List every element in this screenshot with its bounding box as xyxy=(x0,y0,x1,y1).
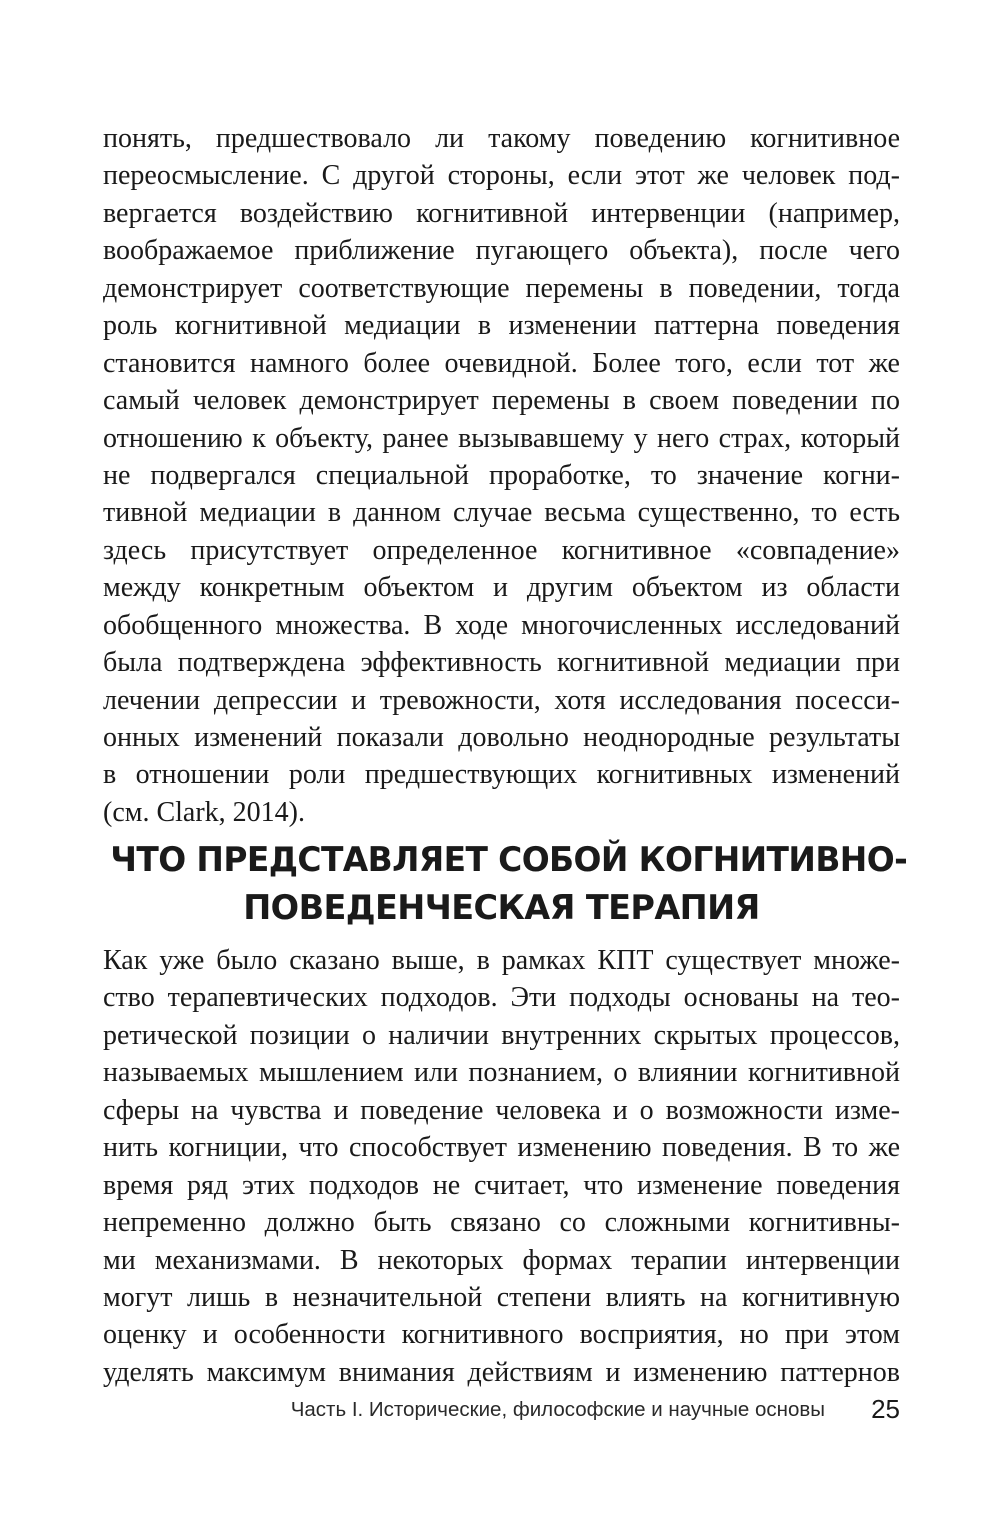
text-line: роль когнитивной медиации в изменении паттерна поведения xyxy=(103,310,900,342)
paragraph-cbt-approaches xyxy=(103,942,900,1391)
text-line: отношению к объекту, ранее вызывавшему у него страх, который xyxy=(103,422,900,454)
running-title: Часть I. Исторические, философские и научные основы xyxy=(290,1398,825,1421)
text-line: между конкретным объектом и другим объектом из области xyxy=(103,572,900,604)
text-line: сферы на чувства и поведение человека и о возможности изме- xyxy=(103,1094,900,1126)
section-heading xyxy=(103,836,908,932)
text-line: обобщенного множества. В ходе многочисленных исследований xyxy=(103,609,900,641)
text-line: вергается воздействию когнитивной интервенции (например, xyxy=(103,197,900,229)
text-line: ми механизмами. В некоторых формах терапии интервенции xyxy=(103,1244,900,1276)
text-line: в отношении роли предшествующих когнитивных изменений xyxy=(103,759,900,791)
text-line: могут лишь в незначительной степени влиять на когнитивную xyxy=(103,1281,900,1313)
text-line: переосмысление. С другой стороны, если этот же человек под- xyxy=(103,160,900,192)
text-line: Как уже было сказано выше, в рамках КПТ существует множе- xyxy=(103,945,900,976)
text-line: непременно должно быть связано со сложными когнитивны- xyxy=(103,1207,900,1239)
heading-line: ПОВЕДЕНЧЕСКАЯ ТЕРАПИЯ xyxy=(243,888,760,927)
text-line: самый человек демонстрирует перемены в своем поведении по xyxy=(103,385,900,417)
heading-line: ЧТО ПРЕДСТАВЛЯЕТ СОБОЙ КОГНИТИВНО- xyxy=(110,840,908,879)
text-line: понять, предшествовало ли такому поведению когнитивное xyxy=(103,123,900,154)
text-line: оценку и особенности когнитивного восприятия, но при этом xyxy=(103,1319,900,1351)
text-line: воображаемое приближение пугающего объекта), после чего xyxy=(103,235,900,267)
text-line: уделять максимум внимания действиям и изменению паттернов xyxy=(103,1356,900,1388)
text-line: онных изменений показали довольно неоднородные результаты xyxy=(103,722,900,753)
text-line: (см. Clark, 2014). xyxy=(103,796,306,828)
page-footer xyxy=(103,1394,900,1430)
page-number: 25 xyxy=(871,1394,900,1424)
text-line: лечении депрессии и тревожности, хотя исследования посесси- xyxy=(103,684,900,716)
text-line: была подтверждена эффективность когнитивной медиации при xyxy=(103,647,900,679)
text-line: называемых мышлением или познанием, о влиянии когнитивной xyxy=(103,1057,900,1089)
text-line: становится намного более очевидной. Более того, если тот же xyxy=(103,347,900,379)
text-line: ретической позиции о наличии внутренних скрытых процессов, xyxy=(103,1019,900,1051)
paragraph-cognitive-mediation xyxy=(103,120,900,831)
text-line: нить когниции, что способствует изменению поведения. В то же xyxy=(103,1132,900,1164)
text-line: здесь присутствует определенное когнитивное «совпадение» xyxy=(103,534,900,566)
text-line: не подвергался специальной проработке, то значение когни- xyxy=(103,459,900,491)
text-line: тивной медиации в данном случае весьма существенно, то есть xyxy=(103,497,900,529)
text-line: демонстрирует соответствующие перемены в поведении, тогда xyxy=(103,272,900,304)
text-line: ство терапевтических подходов. Эти подходы основаны на тео- xyxy=(103,982,900,1014)
text-line: время ряд этих подходов не считает, что изменение поведения xyxy=(103,1169,900,1201)
